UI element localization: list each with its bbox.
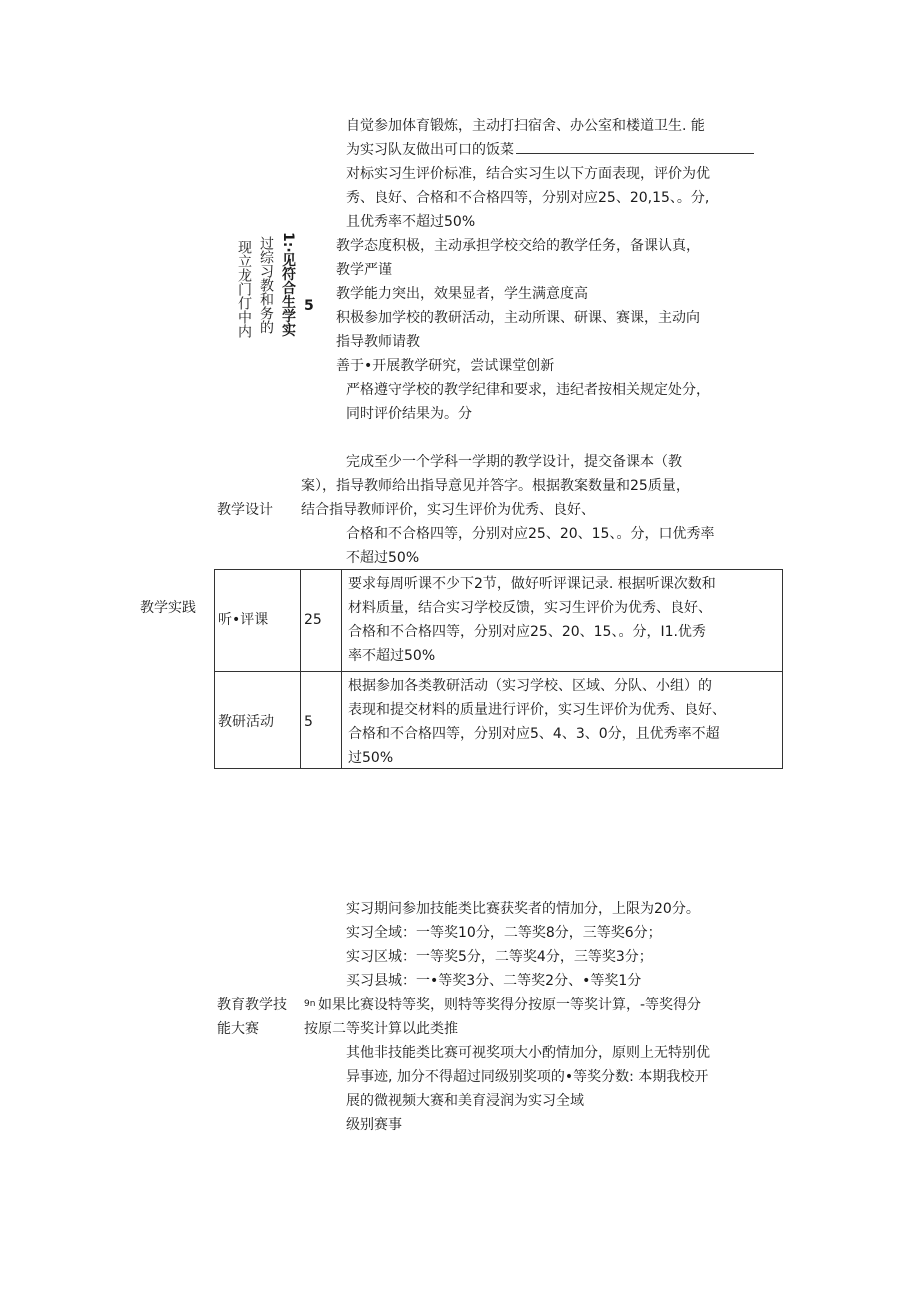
- text-line: 指导教师请教: [336, 334, 420, 350]
- text-line: 材料质量，结合实习学校反馈，实习生评价为优秀、良好、: [348, 600, 712, 616]
- text-line: 率不超过50%: [348, 648, 436, 664]
- text-line: 要求每周听课不少下2节，做好听评课记录. 根据听课次数和: [348, 576, 716, 592]
- text-line: 善于•开展教学研究，尝试课堂创新: [336, 358, 555, 374]
- text-line: 秀、良好、合格和不合格四等，分别对应25、20,15、。分,: [346, 190, 710, 206]
- vertical-text-col3: 1:·见符合生学实: [280, 232, 296, 337]
- vertical-score: 5: [304, 298, 314, 314]
- text-line: 结合指导教师评价，实习生评价为优秀、良好、: [301, 502, 595, 518]
- text-line: 合格和不合格四等，分别对应25、20、15、。分，I1.优秀: [348, 624, 706, 640]
- row-score-research: 5: [304, 714, 313, 730]
- text-line: 合格和不合格四等，分别对应5、4、3、0分，且优秀率不超: [348, 726, 720, 742]
- text-line: 不超过50%: [346, 550, 420, 566]
- text-span: 为实习队友做出可口的饭菜: [346, 142, 514, 158]
- table-col-divider-1: [300, 569, 301, 769]
- vertical-text-col2: 过综习教和务的: [258, 236, 274, 334]
- text-line: 且优秀率不超过50%: [346, 214, 476, 230]
- text-line: 案），指导教师给出指导意见并答字。根据教案数量和25质量，: [301, 478, 690, 494]
- text-line: 买习县城：一•等奖3分、二等奖2分、•等奖1分: [346, 973, 642, 989]
- text-line: 如果比赛设特等奖，则特等奖得分按原一等奖计算，-等奖得分: [318, 997, 702, 1013]
- text-line: 根据参加各类教研活动（实习学校、区域、分队、小组）的: [348, 678, 712, 694]
- text-line: 对标实习生评价标准，结合实习生以下方面表现，评价为优: [346, 166, 710, 182]
- text-line: 教学严谨: [336, 262, 392, 278]
- text-line: 实习期问参加技能类比赛获奖者的情加分，上限为20分。: [346, 901, 700, 917]
- text-line: 表现和提交材料的质量进行评价，实习生评价为优秀、良好、: [348, 702, 726, 718]
- text-line: 异事迹, 加分不得超过同级别奖项的•等奖分数: 本期我校开: [346, 1069, 709, 1085]
- text-line: 同时评价结果为。分: [346, 406, 472, 422]
- text-line: 按原二等奖计算以此类推: [304, 1021, 458, 1037]
- row-label-research: 教研活动: [218, 714, 274, 730]
- row-score-listen-eval: 25: [304, 612, 322, 628]
- text-line: 教学能力突出，效果显者，学生满意度高: [336, 286, 588, 302]
- fill-blank: [516, 139, 754, 154]
- category-label-practice: 教学实践: [140, 600, 196, 616]
- row-label-competition: 教育教学技: [217, 997, 287, 1013]
- text-line: 过50%: [348, 750, 394, 766]
- text-line: 实习全域：一等奖10分，二等奖8分，三等奖6分；: [346, 925, 662, 941]
- text-line: 展的微视频大赛和美育浸润为实习全域: [346, 1093, 584, 1109]
- text-line: 教学态度积极，主动承担学校交给的教学任务，备课认真，: [336, 238, 700, 254]
- text-line: 完成至少一个学科一学期的教学设计，提交备课本（教: [346, 454, 682, 470]
- text-line: 级别赛事: [346, 1117, 402, 1133]
- table-border-left: [214, 569, 215, 769]
- row-label-competition-2: 能大赛: [217, 1021, 259, 1037]
- text-line: 积极参加学校的教研活动，主动所课、研课、赛课，主动向: [336, 310, 700, 326]
- text-line: 严格遵守学校的教学纪律和要求，违纪者按相关规定处分，: [346, 382, 710, 398]
- text-line: 其他非技能类比赛可视奖项大小酌情加分，原则上无特别优: [346, 1045, 710, 1061]
- text-line: 自觉参加体育锻炼，主动打扫宿舍、办公室和楼道卫生. 能: [346, 118, 705, 134]
- row-score-competition: 9n: [304, 999, 316, 1009]
- row-label-teaching-design: 教学设计: [217, 502, 273, 518]
- vertical-text-col1: 现立龙门仃中内: [236, 240, 252, 338]
- text-line: 实习区城：一等奖5分，二等奖4分，三等奖3分；: [346, 949, 653, 965]
- text-line: [346, 138, 754, 162]
- table-col-divider-2: [341, 569, 342, 769]
- text-line: 合格和不合格四等，分别对应25、20、15、。分，口优秀率: [346, 526, 715, 542]
- table-border-right: [782, 569, 783, 769]
- row-label-listen-eval: 听•评课: [218, 612, 269, 628]
